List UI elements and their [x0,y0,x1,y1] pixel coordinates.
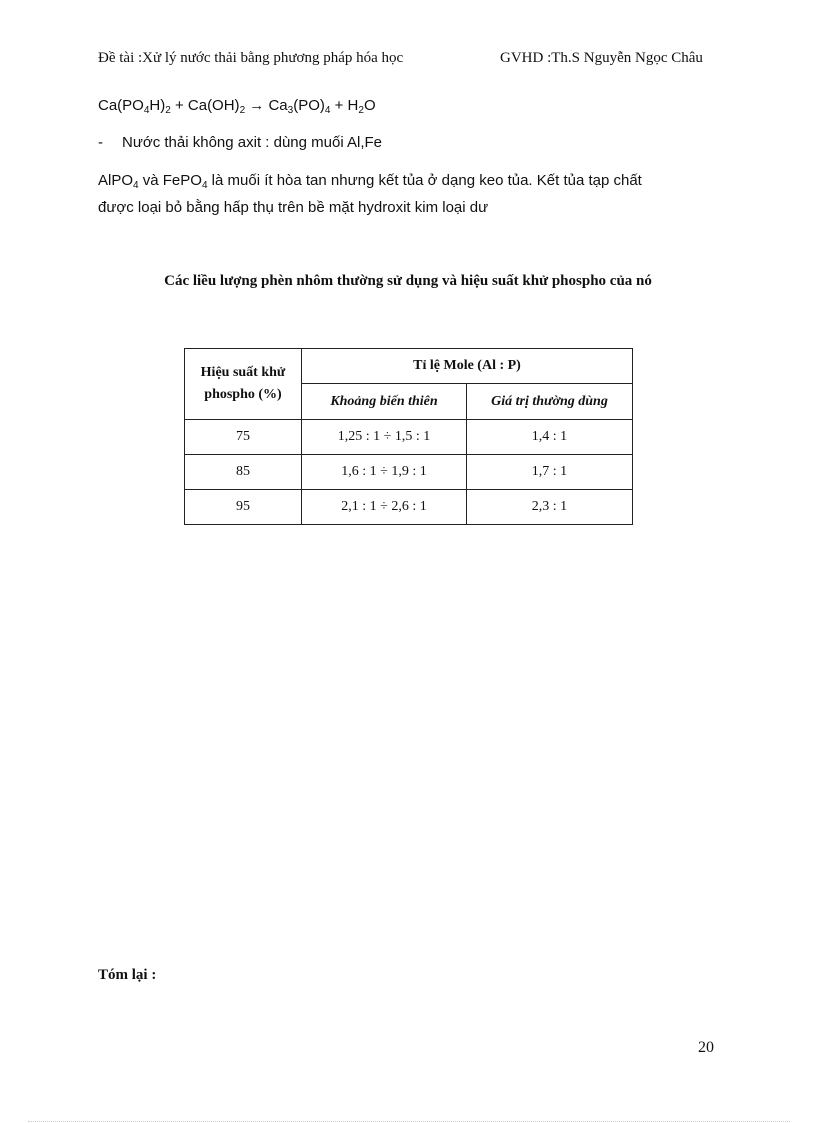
bullet-dash: - [98,134,103,151]
table-caption: Các liều lượng phèn nhôm thường sử dụng và hiệu suất khử phospho của nó [164,273,652,289]
cell-efficiency: 75 [185,420,302,455]
dosage-table [184,348,633,525]
header-advisor: GVHD :Th.S Nguyễn Ngọc Châu [500,50,703,66]
cell-typical: 2,3 : 1 [467,490,633,525]
chemical-equation: $Ca(PO_4H)_2 + Ca(OH)_2 \to Ca_3(PO)_4 + H_2O$ [98,97,376,116]
paragraph-line-1: AlPO$_4$ và FePO$_4$ là muối ít hòa tan nhưng kết tủa ở dạng keo tủa. Kết tủa tạp chất [98,172,642,191]
header-mole-ratio: Tỉ lệ Mole (Al : P) [302,349,633,384]
cell-range: 1,6 : 1 ÷ 1,9 : 1 [302,455,467,490]
table-row [185,455,633,490]
bullet-text: Nước thải không axit : dùng muối Al,Fe [122,134,383,151]
paragraph [98,170,642,219]
header-topic: Đề tài :Xử lý nước thải bằng phương pháp hóa học [98,50,404,66]
arrow-icon: → [245,97,269,114]
page-number: 20 [698,1039,714,1056]
bullet-item [98,134,382,151]
header-range: Khoảng biến thiên [302,384,467,420]
table-row [185,420,633,455]
cell-efficiency: 95 [185,490,302,525]
page-bottom-rule [28,1121,790,1122]
cell-typical: 1,4 : 1 [467,420,633,455]
cell-range: 1,25 : 1 ÷ 1,5 : 1 [302,420,467,455]
table-row [185,490,633,525]
cell-range: 2,1 : 1 ÷ 2,6 : 1 [302,490,467,525]
paragraph-line-2: được loại bỏ bằng hấp thụ trên bề mặt hydroxit kim loại dư [98,199,489,216]
header-typical: Giá trị thường dùng [467,384,633,420]
cell-typical: 1,7 : 1 [467,455,633,490]
header-efficiency: Hiệu suất khử phospho (%) [185,349,302,420]
summary-heading: Tóm lại : [98,967,157,983]
cell-efficiency: 85 [185,455,302,490]
